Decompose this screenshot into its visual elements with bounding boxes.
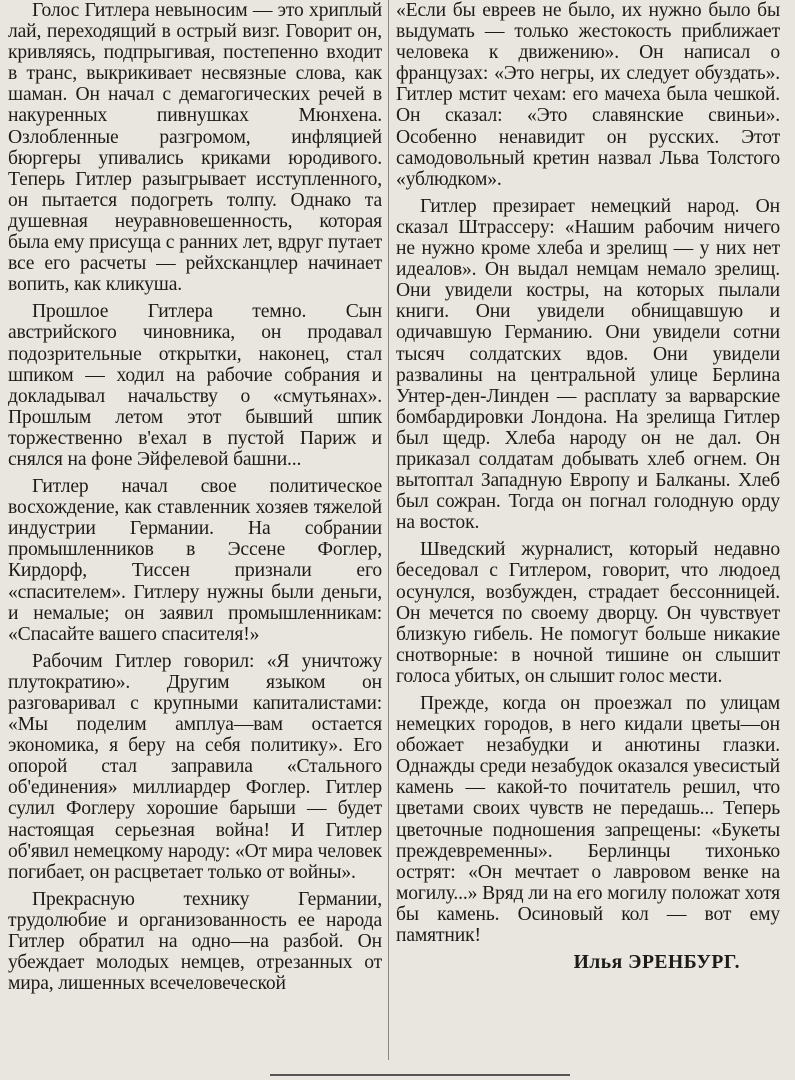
paragraph: Голос Гитлера невыносим — это хриплый лай, переходящий в острый визг. Говорит он, кривляясь, подпрыгивая, постепенно входит в транс, выкрикивает несвязные слова, как шаман. Он начал с демагогических речей в накуренных пивнушках Мюнхена. Озлобленные разгромом, инфляцией бюргеры упивались криками юродивого. Теперь Гитлер разыгрывает исступленного, он пытается подогреть толпу. Однако та душевная неуравновешенность, которая была ему присуща с ранних лет, вдруг путает все его расчеты — рейхсканцлер начинает вопить, как кликуша. — [8, 0, 382, 296]
paragraph: Гитлер презирает немецкий народ. Он сказал Штрассеру: «Нашим рабочим ничего не нужно кроме хлеба и зрелищ — у них нет идеалов». Он выдал немцам немало зрелищ. Они увидели костры, на которых пылали книги. Они увидели обнищавшую и одичавшую Германию. Они увидели сотни тысяч солдатских вдов. Они увидели развалины на центральной улице Берлина Унтер-ден-Линден — расплату за варварские бомбардировки Лондона. На зрелища Гитлер был щедр. Хлеба народу он не дал. Он приказал солдатам добывать хлеб огнем. Он вытоптал Западную Европу и Балканы. Хлеб был сожран. Тогда он погнал голодную орду на восток. — [396, 195, 780, 534]
bottom-divider — [270, 1074, 570, 1076]
paragraph: Прошлое Гитлера темно. Сын австрийского чиновника, он продавал подозрительные открытки, наконец, стал шпиком — ходил на рабочие собрания и докладывал начальству о «смутьянах». Прошлым летом этот бывший шпик торжественно в'ехал в пустой Париж и снялся на фоне Эйфелевой башни... — [8, 301, 382, 470]
paragraph: Прекрасную технику Германии, трудолюбие и организованность ее народа Гитлер обратил на одно—на разбой. Он убеждает молодых немцев, отрезанных от мира, лишенных всечеловеческой — [8, 888, 382, 995]
author-signature: Илья ЭРЕНБУРГ. — [573, 952, 740, 974]
right-column — [396, 0, 780, 973]
left-column — [8, 0, 382, 1000]
paragraph: Рабочим Гитлер говорил: «Я уничтожу плутократию». Другим языком он разговаривал с крупными капиталистами: «Мы поделим амплуа—вам остается экономика, я беру на себя политику». Его опорой стал заправила «Стального об'единения» миллиардер Фоглер. Гитлер сулил Фоглеру хорошие барыши — будет настоящая серьезная война! И Гитлер об'явил немецкому народу: «От мира человек погибает, он расцветает только от войны». — [8, 650, 382, 883]
paragraph-continuation: «Если бы евреев не было, их нужно было бы выдумать — только жестокость приближает человека к движению». Он написал о французах: «Это негры, их следует обуздать». Гитлер мстит чехам: его мачеха была чешкой. Он сказал: «Это славянские свиньи». Особенно ненавидит он русских. Этот самодовольный кретин назвал Льва Толстого «ублюдком». — [396, 0, 780, 190]
column-divider — [388, 0, 389, 1060]
paragraph: Шведский журналист, который недавно беседовал с Гитлером, говорит, что людоед осунулся, возбужден, страдает бессонницей. Он мечется по своему дворцу. Он чувствует близкую гибель. Не помогут больше никакие снотворные: в ночной тишине он слышит голоса убитых, он слышит голос мести. — [396, 539, 780, 687]
paragraph: Гитлер начал свое политическое восхождение, как ставленник хозяев тяжелой индустрии Германии. На собрании промышленников в Эссене Фоглер, Кирдорф, Тиссен признали его «спасителем». Гитлеру нужны были деньги, и немалые; он заявил промышленникам: «Спасайте вашего спасителя!» — [8, 476, 382, 645]
paragraph: Прежде, когда он проезжал по улицам немецких городов, в него кидали цветы—он обожает незабудки и анютины глазки. Однажды среди незабудок оказался увесистый камень — какой-то почитатель решил, что цветами своих чувств не передашь... Теперь цветочные подношения запрещены: «Букеты преждевременны». Берлинцы тихонько острят: «Он мечтает о лавровом венке на могилу...» Вряд ли на его могилу положат хотя бы камень. Осиновый кол — вот ему памятник! — [396, 693, 780, 947]
